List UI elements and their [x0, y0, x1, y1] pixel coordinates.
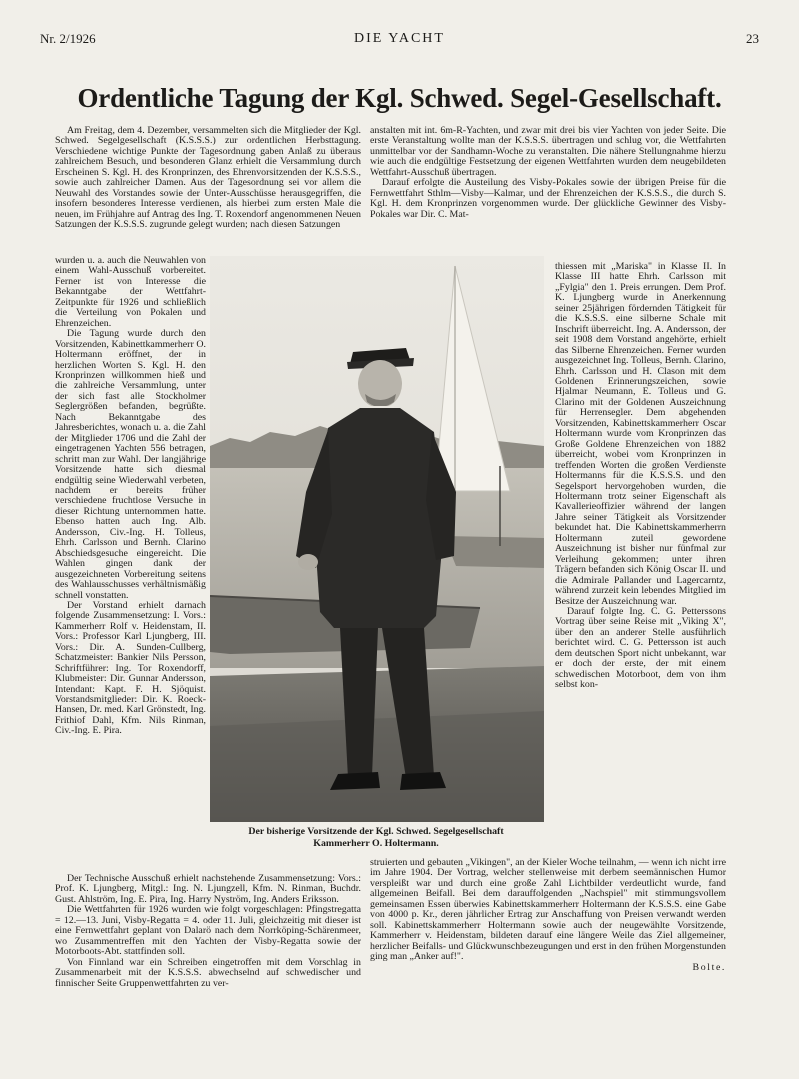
- bottom-right-column: [370, 858, 726, 1046]
- portrait-illustration: [210, 256, 544, 822]
- caption-line: Kammerherr O. Holtermann.: [313, 837, 439, 849]
- paragraph: anstalten mit int. 6m-R-Yachten, und zwar mit drei bis vier Yachten von jeder Seite. Die erste Veranstaltung wollte man der K.S.S.S. übertragen und schlug vor, die Wettfahrten unmittelbar vor der Sandhamn-Woche zu veranstalten. Die nähere Stellungnahme hierzu wie auch die endgültige Festsetzung der eigenen Wettfahrten wurden dem neugebildeten Wettfahrt-Ausschuß übertragen.: [370, 126, 726, 178]
- paragraph: Von Finnland war ein Schreiben eingetroffen mit dem Vorschlag in Zusammenarbeit mit der K.S.S.S. abwechselnd auf schwedischer und finnischer Seite Gruppenwettfahrten zu ver-: [55, 956, 361, 989]
- paragraph: Am Freitag, dem 4. Dezember, versammelten sich die Mitglieder der Kgl. Schwed. Segelgesellschaft (K.S.S.S.) zur ordentlichen Herbsttagung. Verschiedene wichtige Punkte der Tagesordnung gaben Anlaß zu überaus zahlreichem Besuch, und besonderen Glanz erhielt die Versammlung durch Erscheinen S. Kgl. H. des Kronprinzen, des Ehrenvorsitzenden der K.S.S.S., sowie auch zahlreicher Damen. Aus der Tagesordnung sei vor allem die Neuwahl des Vorstandes sowie der Unter-Ausschüsse herausgegriffen, die insofern besonderes Interesse verdienen, als hierbei zum ersten Male die neuen, im Frühjahre auf Antrag des Ing. T. Roxendorf angenommenen Neuen Satzungen der K.S.S.S. zugrunde gelegt wurden; nach diesen Satzungen: [55, 126, 361, 231]
- article-title: Ordentliche Tagung der Kgl. Schwed. Segel-Gesellschaft.: [77, 83, 722, 113]
- bottom-left-column: [55, 874, 361, 1044]
- photo-caption: [198, 826, 554, 849]
- paragraph: wurden u. a. auch die Neuwahlen von einem Wahl-Ausschuß vorbereitet. Ferner ist von Interesse die Bekanntgabe der Wettfahrt-Zeitpunkte für 1926 und schließlich die Verteilung von Pokalen und Ehrenzeichen.: [55, 256, 206, 329]
- magazine-name: DIE YACHT: [354, 31, 445, 46]
- issue-number: Nr. 2/1926: [40, 31, 96, 46]
- paragraph: thiessen mit „Mariska" in Klasse II. In Klasse III hatte Ehrh. Carlsson mit „Fylgia" den 1. Preis errungen. Dem Prof. K. Ljungberg wurde in Anerkennung seiner 25jährigen fördernden Tätigkeit für die K.S.S.S. eine silberne Schale mit Inschrift überreicht. Ing. A. Andersson, der seit 1908 dem Vorstand angehörte, erhielt das Silberne Ehrenzeichen. Ferner wurden ausgezeichnet Ing. Tolleus, Bernh. Clarino, Ehrh. Carlsson und H. Clason mit dem Goldenen Erinnerungszeichen, sowie Hjalmar Neumann, E. Tolleus und G. Clarino mit der Goldenen Auszeichnung für Herrensegler. Dem abgehenden Vorsitzenden, Kabinettskammerherr Oscar Holtermann wurde vom Kronprinzen das Große Goldene Ehrenzeichen von 1882 überreicht, wobei vom Kronprinzen in treffenden Worten die großen Verdienste Holtermanns für die K.S.S.S. und den Segelsport hervorgehoben wurden, die Holtermann trotz seiner Eigenschaft als Kavallerieoffizier während der langen Jahre seiner Tätigkeit als Vorsitzender bekundet hat. Die Kabinettskammerherrn Holtermann zuteil gewordene Auszeichnung ist bisher nur fünfmal zur Verleihung gekommen; unter ihren Trägern befanden sich König Oscar II. und die Admirale Pallander und Lagercarntz, während zurzeit kein lebendes Mitglied im Besitze der Auszeichnung war.: [555, 262, 726, 607]
- paragraph: Darauf erfolgte die Austeilung des Visby-Pokales sowie der übrigen Preise für die Fernwettfahrt Sthlm—Visby—Kalmar, und der Ehrenzeichen der K.S.S.S., die durch S. Kgl. H. dem Kronprinzen vorgenommen wurde. Der glückliche Gewinner des Visby-Pokales war Dir. C. Mat-: [370, 177, 726, 220]
- left-narrow-column: [55, 256, 206, 872]
- running-header: [40, 31, 759, 49]
- portrait-photo: [210, 256, 544, 822]
- paragraph: Der Vorstand erhielt darnach folgende Zusammensetzung: I. Vors.: Kammerherr Rolf v. Heidenstam, II. Vors.: Professor Karl Ljungberg, III. Vors.: Dir. A. Sunden-Cullberg, Schatzmeister: Bankier Nils Persson, Schriftführer: Ing. Tor Roxendorff, Klubmeister: Dir. Gunnar Andersson, Intendant: Kapt. F. H. Sjöquist. Vorstandsmitglieder: Dir. K. Roeck-Hansen, Dr. med. Karl Grönstedt, Ing. Frithiof Dahl, Kfm. Nils Rinman, Civ.-Ing. E. Pira.: [55, 599, 206, 737]
- paragraph: Darauf folgte Ing. C. G. Petterssons Vortrag über seine Reise mit „Viking X", über den an anderer Stelle ausführlich berichtet wird. C. G. Pettersson ist auch dem deutschen Sport nicht unbekannt, war er doch der erste, der mit einem schwedischen Motorboot, dem von ihm selbst kon-: [555, 605, 726, 691]
- paragraph: Die Wettfahrten für 1926 wurden wie folgt vorgeschlagen: Pfingstregatta = 12.—13. Juni, Visby-Regatta = 4. oder 11. Juli, gleichzeitig mit dieser ist eine Fernwettfahrt geplant von Dalarö nach dem Norrköping-Schärenmeer, wo Zusammentreffen mit den Yachten der Visby-Regatta sowie der Motorboots-Abt. stattfinden soll.: [55, 904, 361, 958]
- paragraph: struierten und gebauten „Vikingen", an der Kieler Woche teilnahm, — wenn ich nicht irre im Jahre 1904. Der Vortrag, welcher stellenweise mit derbem seemännischen Humor verspleißt war und durch eine große Zahl Lichtbilder verdeutlicht wurde, fand allgemeinen Beifall. Bei dem darauffolgenden „Nachspiel" mit stimmungsvollem gemeinsamen Essen überwies Kabinettskammerherr Holtermann der K.S.S.S. eine Gabe von 4000 p. Kr., deren jährlicher Ertrag zur Anschaffung von Preisen verwandt werden soll. Kabinettskammerherr Holtermann sowie auch der neugewählte Vorsitzende, Kammerherr v. Heidenstam, bildeten darauf eine längere Weile das Ziel allgemeiner, herzlicher Beifalls- und Glückwunschbezeugungen und erst in den frühen Morgenstunden ging man „Anker auf!".: [370, 858, 726, 963]
- paragraph: Die Tagung wurde durch den Vorsitzenden, Kabinettkammerherr O. Holtermann eröffnet, der in herzlichen Worten S. Kgl. H. den Kronprinzen willkommen hieß und die zahlreiche Versammlung, unter der sich fast alle Stockholmer Seglergrößen befanden, begrüßte. Nach Bekanntgabe des Jahresberichtes, wonach u. a. die Zahl der Mitglieder 1706 und die Zahl der eingetragenen Yachten 556 betragen, schritt man zur Wahl. Der langjährige Vorsitzende hatte sich diesmal endgültig seine Wiederwahl verbeten, nachdem er bereits früher verschiedene fruchtlose Versuche in dieser Richtung unternommen hatte. Ebenso hatten auch Ing. Alb. Andersson, Civ.-Ing. H. Tolleus, Ehrh. Carlsson und Bernh. Clarino Abschiedsgesuche eingereicht. Die Wahlen gingen dank der ausgezeichneten Vorbereitung seitens des Wahlausschusses verhältnismäßig schnell vonstatten.: [55, 328, 206, 601]
- paragraph: Der Technische Ausschuß erhielt nachstehende Zusammensetzung: Vors.: Prof. K. Ljungberg, Mitgl.: Ing. N. Ljungzell, Kfm. N. Rinman, Buchdr. Gust. Ahlström, Ing. E. Pira, Ing. Harry Nyström, Ing. Anders Eriksson.: [55, 874, 361, 905]
- article-intro: [55, 126, 361, 256]
- author-signature: Bolte.: [692, 961, 726, 973]
- caption-line: Der bisherige Vorsitzende der Kgl. Schwed. Segelgesellschaft: [248, 826, 504, 837]
- right-top-column: [370, 126, 726, 262]
- right-narrow-column: [555, 262, 726, 858]
- page-number: 23: [746, 31, 759, 46]
